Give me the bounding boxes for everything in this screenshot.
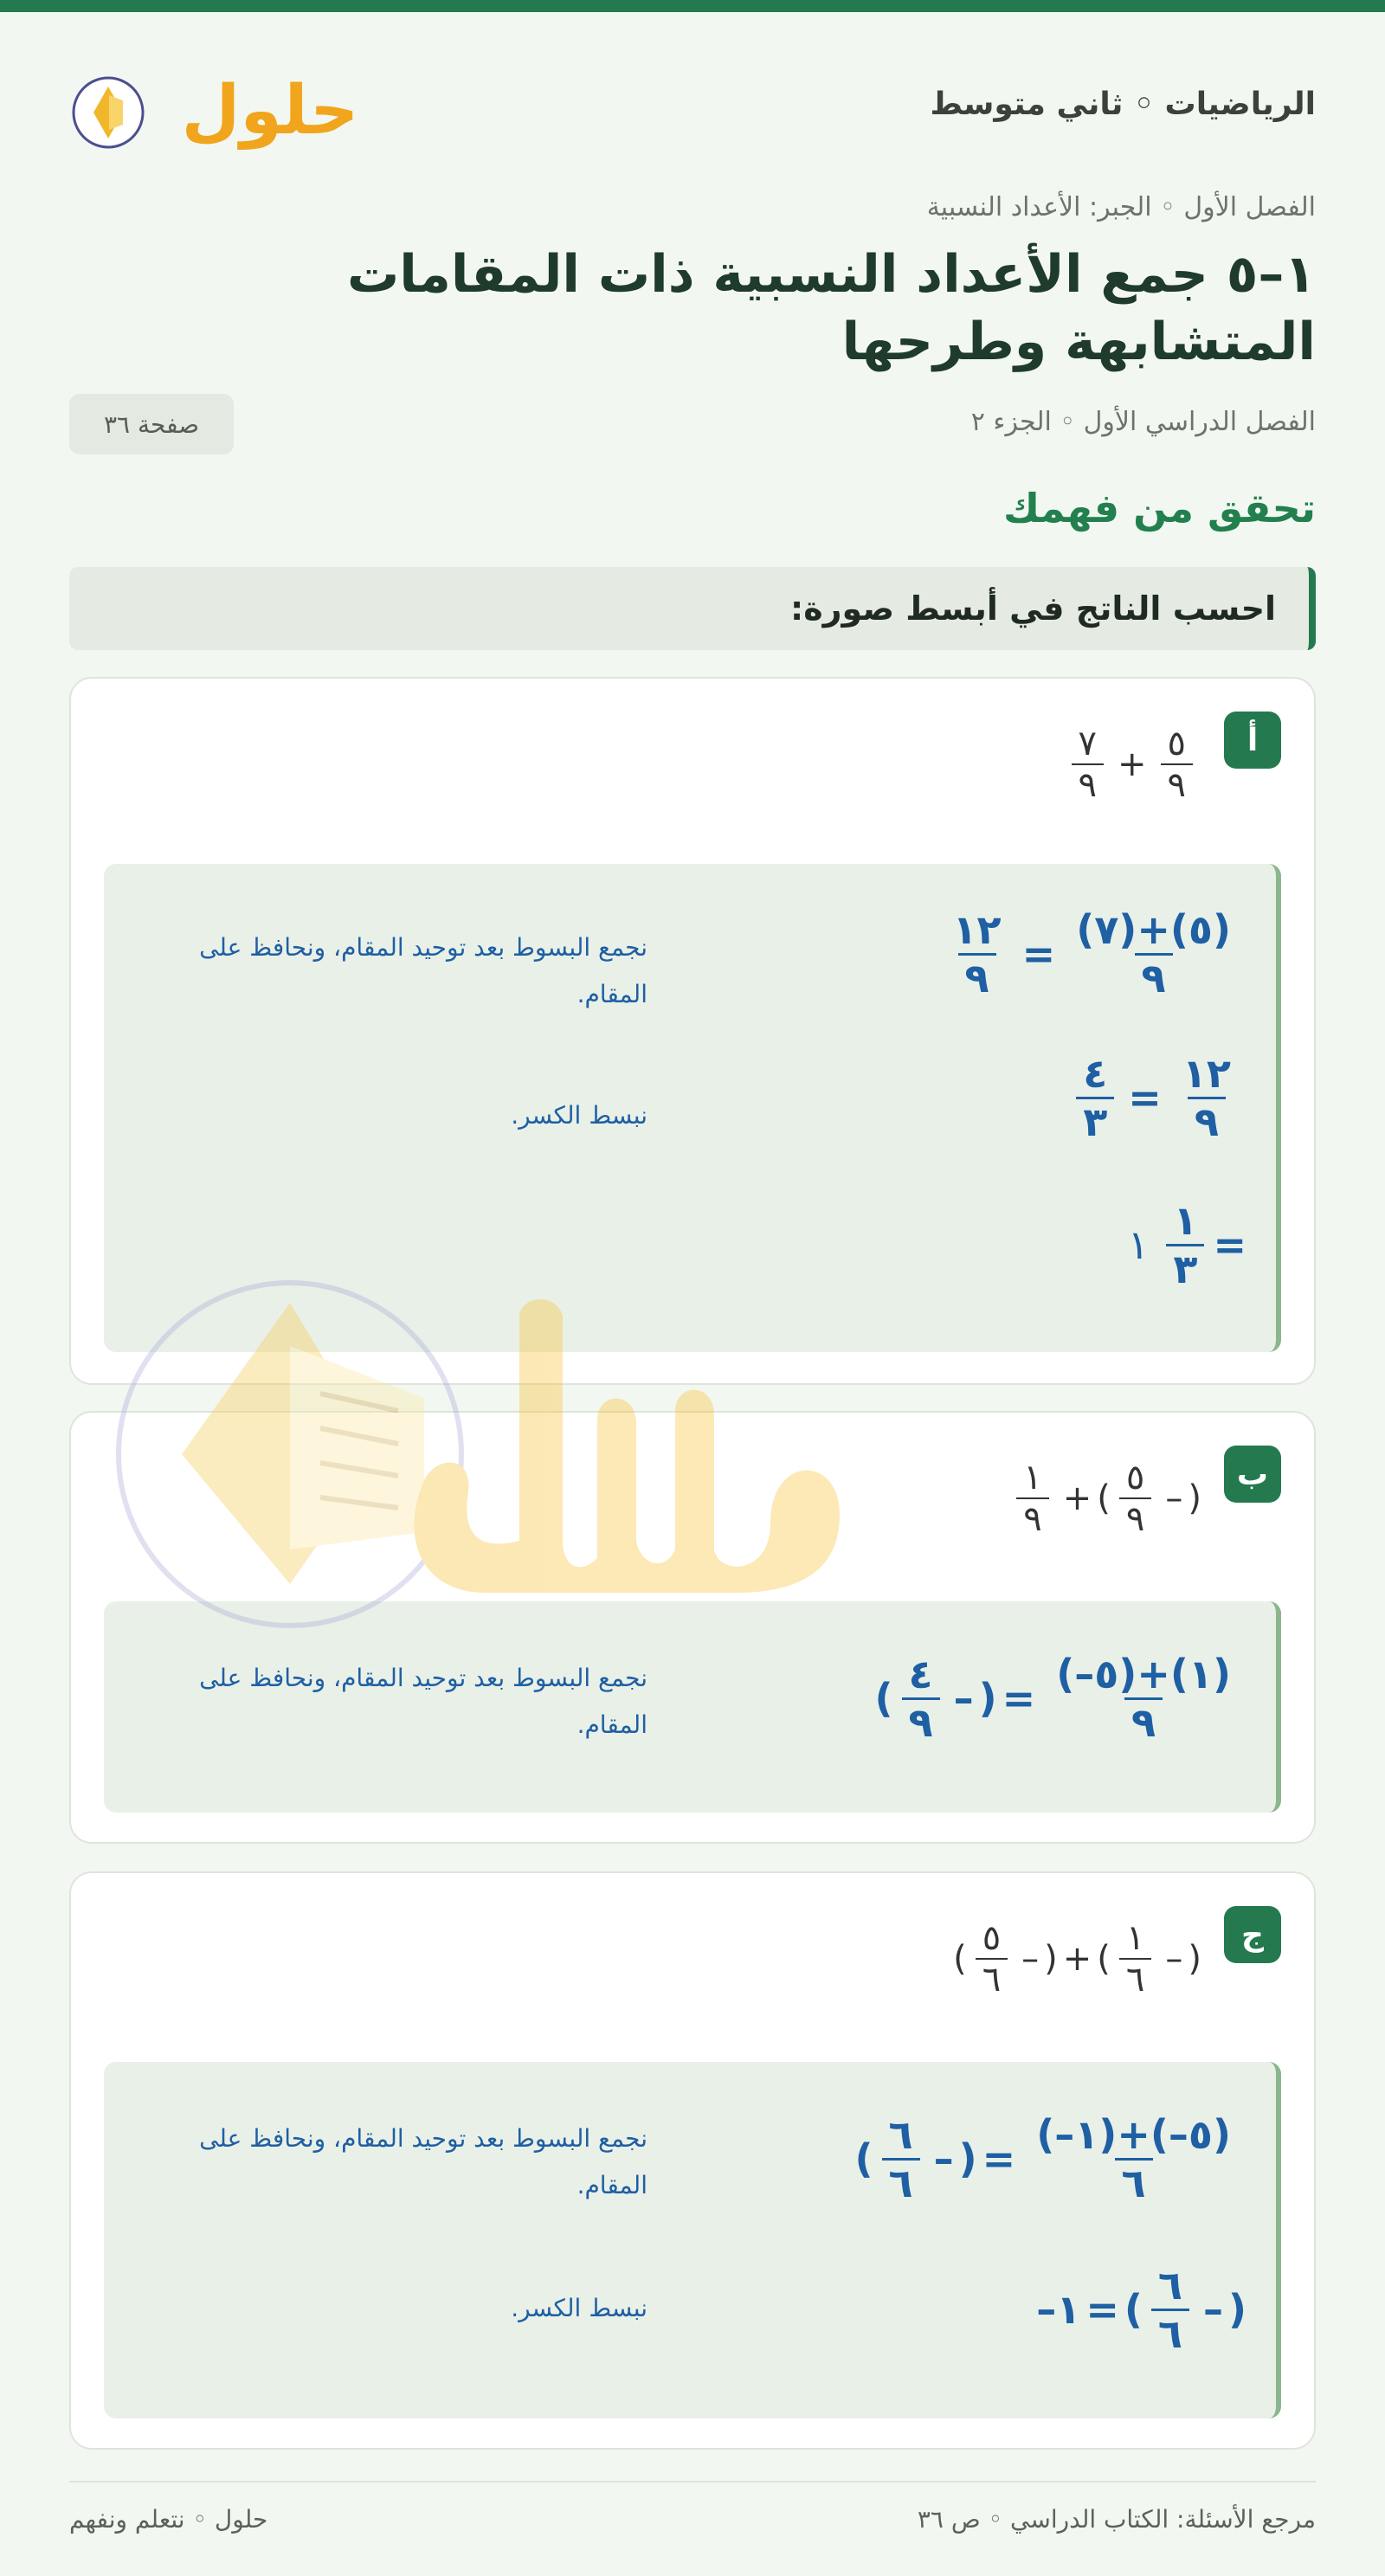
- fraction: $\frac{١٢}{٩}$: [952, 906, 1002, 1001]
- top-accent-bar: [0, 0, 1385, 12]
- page-number-badge: صفحة ٣٦: [69, 394, 234, 454]
- problem-label-badge: ج: [1224, 1906, 1281, 1963]
- solution-step: ( $\frac{٤}{٩}$ – ) = $\frac{(-٥)+(١)}{٩}$: [875, 1652, 1247, 1746]
- fraction: $\frac{١}{٣}$: [1166, 1198, 1204, 1292]
- fraction: $\frac{٦}{٦}$: [882, 2112, 920, 2206]
- fraction: $\frac{٧}{٩}$: [1072, 724, 1104, 805]
- step-note: نجمع البسوط بعد توحيد المقام، ونحافظ على المقام.: [199, 1664, 647, 1739]
- lesson-title: ١–٥ جمع الأعداد النسبية ذات المقامات المتشابهة وطرحها: [346, 244, 1316, 372]
- problem-card-a: [69, 677, 1316, 1385]
- problem-expression: ( $\frac{٥}{٦}$ – ) + ( $\frac{١}{٦}$ – ): [953, 1918, 1201, 2000]
- fraction: $\frac{٥}{٩}$: [1161, 724, 1193, 805]
- chapter-label: الفصل الأول ◦ الجبر: الأعداد النسبية: [926, 192, 1316, 222]
- fraction: $\frac{١}{٦}$: [1119, 1918, 1151, 2000]
- fraction: $\frac{١}{٩}$: [1016, 1458, 1048, 1539]
- footer-tagline: حلول ◦ نتعلم ونفهم: [69, 2505, 268, 2534]
- problem-card-c: [69, 1871, 1316, 2450]
- fraction: $\frac{١٢}{٩}$: [1182, 1050, 1231, 1145]
- solution-step: –١ = ( $\frac{٦}{٦}$ – ): [1036, 2262, 1246, 2357]
- fraction: $\frac{٤}{٣}$: [1076, 1051, 1114, 1145]
- fraction: $\frac{(-١)+(-٥)}{٦}$: [1036, 2111, 1231, 2206]
- problem-label-badge: ب: [1224, 1446, 1281, 1503]
- fraction: $\frac{٦}{٦}$: [1151, 2263, 1189, 2357]
- fraction: $\frac{٥}{٦}$: [976, 1918, 1008, 2000]
- solution-box: [104, 864, 1281, 1352]
- footer-divider: [69, 2481, 1316, 2483]
- term-label: الفصل الدراسي الأول ◦ الجزء ٢: [970, 407, 1316, 437]
- step-note: نبسط الكسر.: [511, 2294, 647, 2322]
- page-header: [69, 54, 1316, 158]
- svg-text:حلول: حلول: [181, 72, 359, 150]
- section-title: تحقق من فهمك: [1002, 485, 1316, 531]
- step-note: نجمع البسوط بعد توحيد المقام، ونحافظ على المقام.: [199, 933, 647, 1008]
- problem-expression: $\frac{١}{٩}$ + ( $\frac{٥}{٩}$ – ): [1008, 1458, 1201, 1539]
- fraction: $\frac{٥}{٩}$: [1119, 1458, 1151, 1539]
- step-note: نبسط الكسر.: [511, 1101, 647, 1130]
- solution-step: $\frac{٤}{٣}$ = $\frac{١٢}{٩}$: [1067, 1051, 1246, 1145]
- solution-box: [104, 2062, 1281, 2418]
- solution-step: ١ $\frac{١}{٣}$ =: [1127, 1197, 1246, 1292]
- operator: +: [1118, 744, 1147, 784]
- problem-label-badge: أ: [1224, 712, 1281, 769]
- step-note: نجمع البسوط بعد توحيد المقام، ونحافظ على المقام.: [199, 2124, 647, 2199]
- problem-expression: [1063, 724, 1201, 805]
- solution-step: ( $\frac{٦}{٦}$ – ) = $\frac{(-١)+(-٥)}{٦}$: [855, 2112, 1247, 2206]
- footer-reference: مرجع الأسئلة: الكتاب الدراسي ◦ ص ٣٦: [917, 2505, 1316, 2534]
- solution-step: $\frac{١٢}{٩}$ = $\frac{(٧)+(٥)}{٩}$: [937, 907, 1246, 1001]
- fraction: $\frac{٤}{٩}$: [902, 1652, 940, 1746]
- problem-card-b: [69, 1411, 1316, 1844]
- solution-box: [104, 1601, 1281, 1813]
- fraction: $\frac{(٧)+(٥)}{٩}$: [1076, 906, 1231, 1001]
- subject-title: الرياضيات ◦ ثاني متوسط: [930, 87, 1316, 122]
- fraction: $\frac{(-٥)+(١)}{٩}$: [1056, 1651, 1231, 1746]
- hulul-logo: [69, 54, 359, 158]
- instruction-banner: احسب الناتج في أبسط صورة:: [69, 567, 1316, 650]
